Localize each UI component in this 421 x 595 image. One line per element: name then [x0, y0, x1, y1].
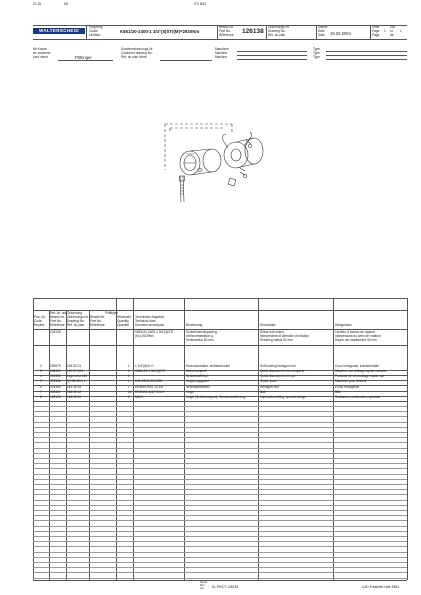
- cell-fr-line: Écrou hexagonal: [335, 385, 359, 389]
- empty-row-line: [33, 411, 407, 412]
- cell-fr-line: Bille: [335, 390, 342, 394]
- empty-row-line: [33, 468, 407, 469]
- cell-tech: [135, 370, 165, 374]
- cell-tech-line: 1 3/4"(6)/K.O.: [135, 364, 155, 368]
- kunde-label: für Kunde for customer pour client: [33, 47, 51, 59]
- cell-de-line: Sechskantmutter: [186, 385, 210, 389]
- cell-de-line: Kugel (Schmiernippel), Sonderausführung: [186, 395, 246, 399]
- cell-qty: 1: [128, 379, 130, 383]
- cell-de: [186, 380, 209, 384]
- empty-row-line: [33, 572, 407, 573]
- group-pottinger-header: Pöttinger: [105, 311, 118, 315]
- cell-de-line: Kupplungsgabel: [186, 379, 209, 383]
- footer-drawing-ref: EL.PH077.126138: [212, 585, 239, 589]
- cell-fr-line: Cuvu hexagonal, indesserrable: [335, 364, 379, 368]
- col-benennung-header: Benennung: [186, 323, 203, 327]
- empty-row-line: [33, 474, 407, 475]
- cell-tech: [135, 396, 143, 400]
- cell-en: [260, 380, 277, 384]
- top-code-2: K8: [64, 2, 68, 6]
- row-divider: [33, 401, 407, 402]
- empty-row-line: [33, 463, 407, 464]
- cell-de-line: drehw.einstellbar g.: [186, 333, 214, 338]
- cell-de-line: Scherbolzenkupplung,: [186, 330, 218, 334]
- cell-en-line: Ball: [260, 390, 266, 394]
- cell-de: [186, 331, 218, 342]
- empty-row-line: [33, 484, 407, 485]
- empty-row-line: [33, 422, 407, 423]
- cell-tech-line: K861-20-1 3/4"(6)STI: [135, 369, 166, 373]
- hub-part: [180, 149, 221, 175]
- cell-bestell: 186330: [50, 369, 61, 373]
- cell-pos: 5: [40, 379, 42, 383]
- bestell-label: Bestell-Nr. Part No. Référence: [219, 25, 234, 37]
- cell-qty: 1: [128, 395, 130, 399]
- cell-de-line: Schiebestift kpl.: [186, 374, 209, 378]
- seite-label: Seite Page Page: [372, 25, 380, 37]
- cell-tech-line: K861/20-2400-1 3/4"(6)STI: [135, 330, 174, 334]
- cell-pos: 8: [40, 395, 42, 399]
- cell-pos: 4: [40, 374, 42, 378]
- empty-row-line: [33, 557, 407, 558]
- empty-row-line: [33, 416, 407, 417]
- cell-zeich: 157.27.104: [67, 369, 83, 373]
- cell-bestell: 184125: [50, 395, 61, 399]
- cell-pos: 2: [40, 364, 42, 368]
- cell-en: [260, 396, 306, 400]
- datum-label: Datum Date Date: [318, 25, 328, 37]
- cell-en-line: Clutch yoke: [260, 379, 277, 383]
- empty-row-line: [33, 427, 407, 428]
- typ-label: Type Type Type: [313, 47, 320, 59]
- empty-row-line: [33, 442, 407, 443]
- top-center-code: STI 8/43: [194, 2, 207, 6]
- cell-pos: 6: [40, 385, 42, 389]
- drawing-label: Zeichnungs-Nr. Drawing No. Réf. du plan: [268, 25, 290, 37]
- document-title: K861/20-2400-1 3/4"(6)STI(M)=2920Nm: [120, 29, 200, 34]
- empty-row-line: [33, 458, 407, 459]
- col-pos-header: Pos.-Nr. Code Repère: [34, 315, 46, 327]
- cell-fr-line: Rayon de cisaillement 50 mm: [335, 337, 377, 342]
- cell-de-line: Sechskantnabe, selbstschmierl: [186, 364, 230, 368]
- cell-tech: [135, 331, 173, 339]
- customer-drawing-label: Kundenzeichnungs-Nr. Customer drawing No. Réf. du plan client: [121, 47, 154, 59]
- cell-pos: 3: [40, 369, 42, 373]
- footer-revision-label: Stand Rev. Ind.: [200, 581, 207, 590]
- cell-de-line: Nabe komplett: [186, 369, 207, 373]
- group-ref-header: Ref.-Nr. auf Zeichnung: [50, 311, 83, 315]
- cell-fr: [335, 380, 367, 384]
- col-description-header: Description: [260, 323, 276, 327]
- kupplung-label: Kupplung Clutch Limiteur: [89, 25, 103, 37]
- company-logo: WALTERSCHEID: [33, 28, 85, 34]
- empty-row-line: [33, 432, 407, 433]
- cell-bestell: 025454: [50, 385, 61, 389]
- part-number: 126138: [242, 28, 264, 35]
- empty-row-line: [33, 526, 407, 527]
- cell-de-line: Kugel: [186, 390, 195, 394]
- row-divider: [33, 391, 407, 392]
- empty-row-line: [33, 541, 407, 542]
- cell-fr: [335, 396, 380, 400]
- bolt-part: [228, 168, 247, 186]
- cell-qty: 1: [128, 369, 130, 373]
- cell-qty: 1: [128, 385, 130, 389]
- empty-row-line: [33, 448, 407, 449]
- maschine-label: Maschine Machine Machine: [215, 47, 229, 59]
- empty-row-line: [33, 567, 407, 568]
- empty-row-line: [33, 494, 407, 495]
- cell-fr: [335, 331, 381, 342]
- col-bestell2-header: Bestell-Nr. Part No. Référence: [90, 315, 105, 327]
- cell-bestell: 001592: [50, 374, 61, 378]
- cell-en-line: Quick-disconnect pin cpl.: [260, 374, 296, 378]
- cell-de: [186, 396, 245, 400]
- cell-en-line: independent of direction of rotation: [260, 333, 310, 338]
- col-zeich-header: Zeichnungs-Nr. Drawing No. Réf. du plan: [67, 315, 89, 327]
- cell-qty: 1: [128, 364, 130, 368]
- empty-row-line: [33, 479, 407, 480]
- cell-tech-line: DIN5401-4(6)"-1/4-II: [135, 390, 164, 394]
- cell-zeich: 163.35.16: [67, 385, 82, 389]
- cell-pos: 7: [40, 390, 42, 394]
- cell-fr-line: Mâchoire pour limiteur: [335, 379, 367, 383]
- cell-fr-line: Limiteur à boulon de rupture,: [335, 330, 376, 334]
- document-date: 15.02.2004: [330, 31, 351, 36]
- top-left-code: 01-20: [33, 2, 42, 6]
- cell-tech-line: (M)=2920Nm: [135, 333, 154, 338]
- empty-row-line: [33, 531, 407, 532]
- empty-row-line: [33, 406, 407, 407]
- page-total: 1: [400, 29, 402, 33]
- pin-part: [180, 176, 185, 202]
- cell-tech-line: DIN985-M10-10-8.8: [135, 385, 164, 389]
- exploded-drawing: [150, 110, 280, 210]
- cell-tech: [135, 380, 162, 384]
- col-tech-header: Technische Angaben Technical data Données techniques: [135, 315, 165, 327]
- cell-qty: 1: [128, 374, 130, 378]
- customer-name: Pöttinger: [75, 55, 92, 60]
- cell-qty: 24: [128, 390, 132, 394]
- cell-bestell: 025575: [50, 364, 61, 368]
- footer-note: CAD-Ersatzteil-Liste-K8EL: [362, 585, 400, 589]
- cell-bestell: 008601: [50, 390, 61, 394]
- col-designation-header: Désignation: [335, 323, 352, 327]
- cell-en-line: Lubrication fitting, special design: [260, 395, 307, 399]
- empty-row-line: [33, 505, 407, 506]
- empty-row-line: [33, 489, 407, 490]
- col-bestell-header: Bestell-Nr. Part No. Référence: [50, 315, 65, 327]
- cell-zeich: K5.08.05.0-1: [67, 379, 86, 383]
- cell-zeich: Ingemiest 160: [67, 374, 88, 378]
- von-label: von of de: [390, 25, 396, 37]
- page-number: 1: [384, 29, 386, 33]
- col-qty-header: Stückzahl Quantity Quantité: [117, 315, 131, 327]
- cell-zeich: 163.52.01: [67, 364, 82, 368]
- empty-row-line: [33, 578, 407, 579]
- cell-en-line: Shearing radius 50 mm: [260, 337, 293, 342]
- cell-fr-line: Graisseur, construction spéciale: [335, 395, 381, 399]
- yoke-part: [222, 132, 263, 168]
- empty-row-line: [33, 510, 407, 511]
- empty-row-line: [33, 520, 407, 521]
- empty-row-line: [33, 552, 407, 553]
- empty-row-line: [33, 562, 407, 563]
- cell-fr-line: indépendant du sens de rotation: [335, 333, 381, 338]
- cell-en-line: Shear bolt clutch,: [260, 330, 285, 334]
- cell-en-line: Hexagon bolt: [260, 385, 279, 389]
- empty-row-line: [33, 536, 407, 537]
- empty-row-line: [33, 453, 407, 454]
- cell-fr-line: Poussoir de verrouillage rapide cpl.: [335, 374, 385, 378]
- cell-zeich: 163.35.10: [67, 395, 82, 399]
- empty-row-line: [33, 515, 407, 516]
- empty-row-line: [33, 500, 407, 501]
- cell-bestell: 331598: [50, 379, 61, 383]
- cell-de-line: Scherradius 50 mm: [186, 337, 214, 342]
- cell-en-line: Quick-disconnect hub complete: [260, 369, 305, 373]
- cell-en: [260, 331, 309, 342]
- cell-zeich: 169.01.12: [67, 390, 82, 394]
- cell-en-line: Self-locking hexagon hub: [260, 364, 296, 368]
- cell-fr-line: Moyeu à verrouillage rapide complet: [335, 369, 387, 373]
- row-divider: [33, 345, 407, 346]
- empty-row-line: [33, 546, 407, 547]
- empty-row-line: [33, 437, 407, 438]
- cell-tech-line: M401: [135, 395, 143, 399]
- cell-tech-line: K40-K5K4-20-2400: [135, 379, 163, 383]
- cell-bestell: 126138: [50, 330, 61, 334]
